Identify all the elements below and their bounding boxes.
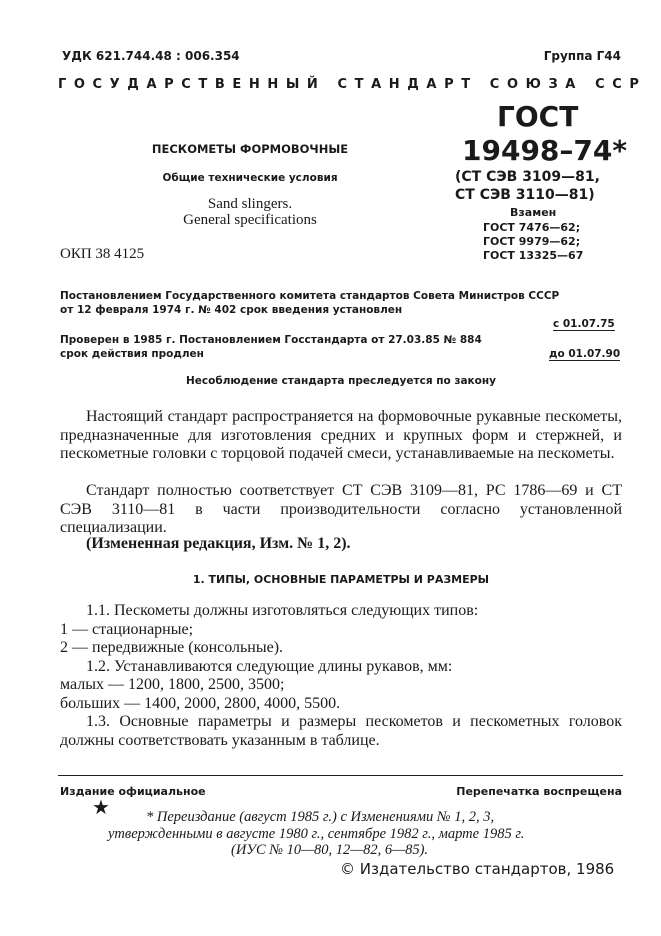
decree-line: от 12 февраля 1974 г. № 402 срок введения установлен [60,304,403,316]
extension-line: Проверен в 1985 г. Постановлением Госстандарта от 27.03.85 № 884 [60,334,482,346]
reissue-note: (ИУС № 10—80, 12—82, 6—85). [231,842,429,858]
document-title: ПЕСКОМЕТЫ ФОРМОВОЧНЫЕ [151,142,349,156]
replaced-label: Взамен [510,206,557,219]
official-edition-label: Издание официальное [60,785,206,798]
document-subtitle: Общие технические условия [162,172,338,184]
clause-line: 1 — стационарные; [60,620,194,638]
st-sev-reference-2: СТ СЭВ 3110—81) [455,187,595,203]
clause-line: 2 — передвижные (консольные). [60,639,284,656]
reprint-prohibited-label: Перепечатка воспрещена [456,785,622,798]
gost-number: 19498–74* [462,134,628,167]
replaced-standard: ГОСТ 9979—62; [483,235,581,248]
law-notice: Несоблюдение стандарта преследуется по закону [186,375,496,387]
extension-line: срок действия продлен [60,348,204,360]
clause-line: 1.1. Пескометы должны изготовляться следующих типов: [86,602,479,619]
amendment-note: (Измененная редакция, Изм. № 1, 2). [86,535,351,552]
udk-code: УДК 621.744.48 : 006.354 [62,49,240,63]
compliance-paragraph: Стандарт полностью соответствует СТ СЭВ 3109—81, РС 1786—69 и СТ СЭВ 3110—81 в части производительности согласно установленной специализации. [60,482,622,536]
publisher-copyright: © Издательство стандартов, 1986 [340,860,615,878]
decree-line: Постановлением Государственного комитета стандартов Совета Министров СССР [60,290,560,302]
group-code: Группа Г44 [543,49,621,63]
effective-date: с 01.07.75 [553,318,615,330]
gost-label: ГОСТ [497,100,579,133]
english-subtitle: General specifications [183,212,317,228]
st-sev-reference-1: (СТ СЭВ 3109—81, [455,169,600,185]
state-standard-heading: ГОСУДАРСТВЕННЫЙ СТАНДАРТ СОЮЗА ССР [58,77,647,92]
reissue-note: утвержденными в августе 1980 г., сентябре 1982 г., марте 1985 г. [108,826,525,842]
scope-paragraph: Настоящий стандарт распространяется на формовочные рукавные пескометы, предназначенные для изготовления средних и крупных форм и стержней, и пескометные головки с торцовой подачей смеси, устанавливаемые на пескометы. [60,408,622,462]
okp-code: ОКП 38 4125 [60,246,145,262]
clause-line: 1.3. Основные параметры и размеры пескометов и пескометных головок должны соответствовать указанным в таблице. [60,713,622,749]
replaced-standard: ГОСТ 13325—67 [483,249,584,262]
english-title: Sand slingers. [207,196,293,212]
clause-line: 1.2. Устанавливаются следующие длины рукавов, мм: [86,657,453,675]
expiry-date: до 01.07.90 [549,348,621,360]
section-content [60,602,622,750]
clause-line: больших — 1400, 2000, 2800, 4000, 5500. [60,694,341,712]
replaced-standard: ГОСТ 7476—62; [483,221,581,234]
footer-divider [58,775,623,776]
reissue-note: * Переиздание (август 1985 г.) с Изменениями № 1, 2, 3, [146,809,495,825]
section-heading: 1. ТИПЫ, ОСНОВНЫЕ ПАРАМЕТРЫ И РАЗМЕРЫ [192,573,490,586]
star-icon: ★ [92,797,110,819]
clause-line: малых — 1200, 1800, 2500, 3500; [60,676,285,693]
